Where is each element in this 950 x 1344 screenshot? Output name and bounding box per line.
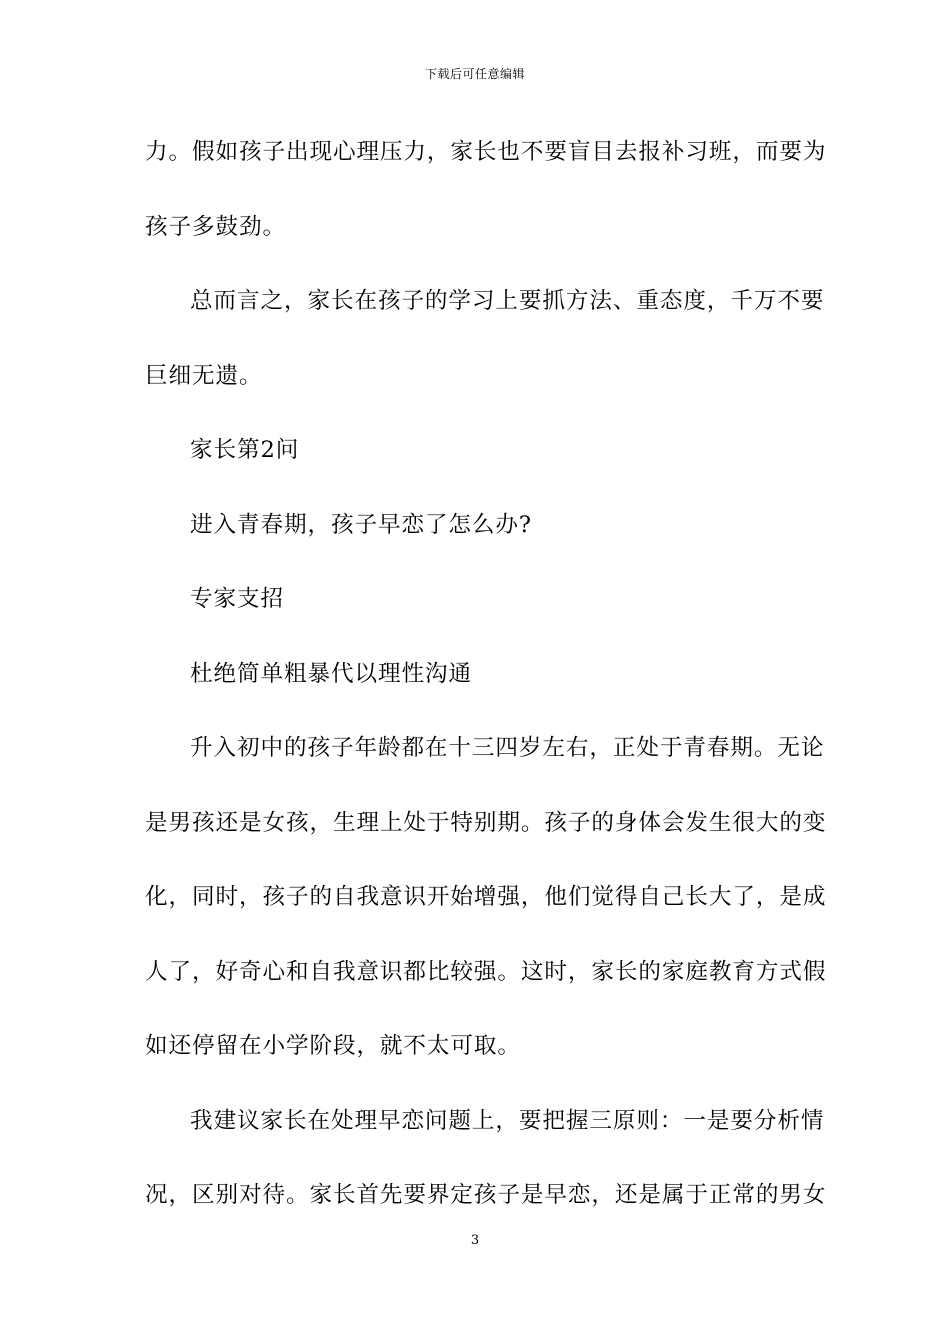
paragraph-line: 化，同时，孩子的自我意识开始增强，他们觉得自己长大了，是成 <box>145 884 827 910</box>
paragraph-line: 力。假如孩子出现心理压力，家长也不要盲目去报补习班，而要为 <box>145 139 827 165</box>
paragraph-line: 人了，好奇心和自我意识都比较强。这时，家长的家庭教育方式假 <box>145 958 827 985</box>
question-heading: 进入青春期，孩子早恋了怎么办? <box>190 511 532 538</box>
paragraph-line: 孩子多鼓劲。 <box>145 213 286 240</box>
paragraph-line: 升入初中的孩子年龄都在十三四岁左右，正处于青春期。无论 <box>190 735 825 761</box>
paragraph-line: 总而言之，家长在孩子的学习上要抓方法、重态度，千万不要 <box>190 288 825 314</box>
paragraph-line: 我建议家长在处理早恋问题上，要把握三原则：一是要分析情 <box>190 1107 825 1134</box>
paragraph-line: 巨细无遗。 <box>145 362 263 389</box>
subheading: 专家支招 <box>190 586 284 612</box>
page-number: 3 <box>470 1233 480 1248</box>
document-body <box>145 130 827 1248</box>
subheading: 杜绝简单粗暴代以理性沟通 <box>190 660 472 687</box>
paragraph-line: 况，区别对待。家长首先要界定孩子是早恋，还是属于正常的男女 <box>145 1182 827 1208</box>
paragraph-line: 是男孩还是女孩，生理上处于特别期。孩子的身体会发生很大的变 <box>145 809 827 836</box>
section-heading: 家长第2问 <box>190 437 300 463</box>
paragraph-line: 如还停留在小学阶段，就不太可取。 <box>145 1033 521 1059</box>
page-header: 下载后可任意编辑 <box>424 67 525 81</box>
